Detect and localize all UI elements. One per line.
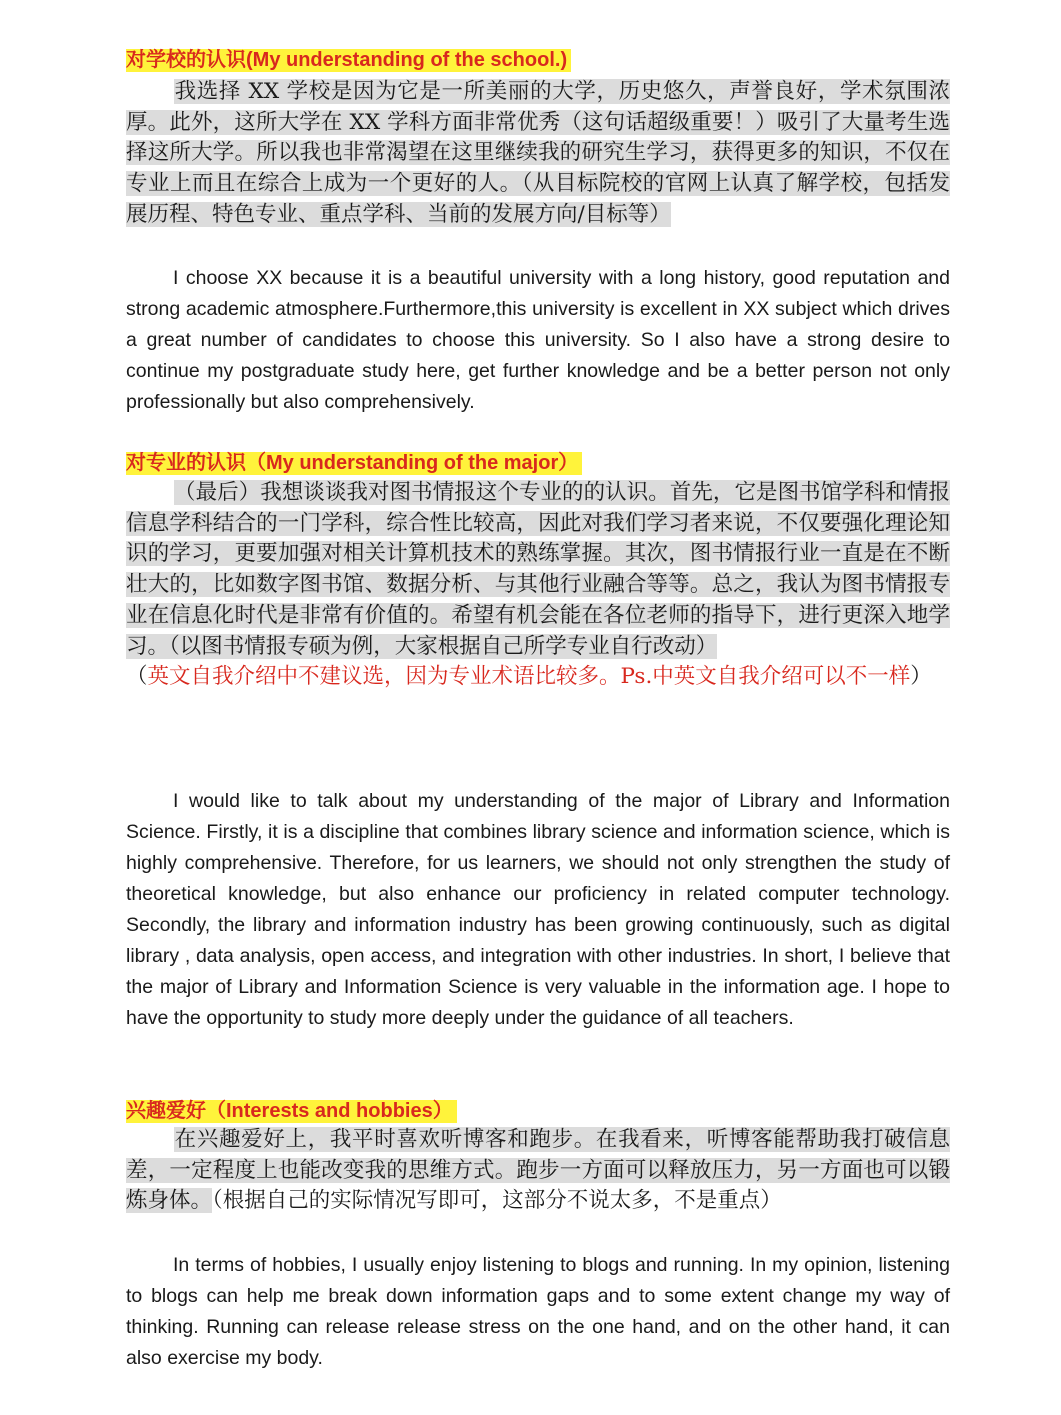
- hobbies-chinese-paragraph: 在兴趣爱好上，我平时喜欢听博客和跑步。在我看来，听博客能帮助我打破信息差，一定程度上也能改变我的思维方式。跑步一方面可以释放压力，另一方面也可以锻炼身体。（根据自己的实际情况写即可，这部分不说太多，不是重点）: [126, 1127, 950, 1214]
- school-chinese-paragraph: 我选择 XX 学校是因为它是一所美丽的大学，历史悠久，声誉良好，学术氛围浓厚。此外，这所大学在 XX 学科方面非常优秀（这句话超级重要！）吸引了大量考生选择这所大学。所以我也非常渴望在这里继续我的研究生学习，获得更多的知识，不仅在专业上而且在综合上成为一个更好的人。（从目标院校的官网上认真了解学校，包括发展历程、特色专业、重点学科、当前的发展方向/目标等）: [126, 79, 950, 227]
- major-heading: 对专业的认识（My understanding of the major）: [126, 449, 950, 477]
- school-english-paragraph: I choose XX because it is a beautiful university with a long history, good reputation and strong academic atmosphere.Furthermore,this university is excellent in XX subject which drives a great number of candidates to choose this university. So I also have a strong desire to continue my postgraduate study here, get further knowledge and be a better person not only professionally but also comprehensively.: [126, 267, 950, 413]
- hobbies-heading: 兴趣爱好（Interests and hobbies）: [126, 1097, 950, 1125]
- school-heading: 对学校的认识(My understanding of the school.): [126, 46, 950, 74]
- major-english-paragraph: I would like to talk about my understanding of the major of Library and Information Science. Firstly, it is a discipline that combines library science and information science, which is highly comprehensive. Therefore, for us learners, we should not only strengthen the study of theoretical knowledge, but also enhance our proficiency in related computer technology. Secondly, the library and information industry has been growing continuously, such as digital library , data analysis, open access, and integration with other industries. In short, I believe that the major of Library and Information Science is very valuable in the information age. I hope to have the opportunity to study more deeply under the guidance of all teachers.: [126, 790, 950, 1029]
- hobbies-english-paragraph: In terms of hobbies, I usually enjoy listening to blogs and running. In my opinion, listening to blogs can help me break down information gaps and to some extent change my way of thinking. Running can release release stress on the one hand, and on the other hand, it can also exercise my body.: [126, 1254, 950, 1369]
- major-chinese-paragraph: （最后）我想谈谈我对图书情报这个专业的的认识。首先，它是图书馆学科和情报信息学科结合的一门学科，综合性比较高，因此对我们学习者来说，不仅要强化理论知识的学习，更要加强对相关计算机技术的熟练掌握。其次，图书情报行业一直是在不断壮大的，比如数字图书馆、数据分析、与其他行业融合等等。总之，我认为图书情报专业在信息化时代是非常有价值的。希望有机会能在各位老师的指导下，进行更深入地学习。（以图书情报专硕为例，大家根据自己所学专业自行改动） （英文自我介绍中不建议选，因为专业术语比较多。Ps.中英文自我介绍可以不一样）: [126, 480, 950, 690]
